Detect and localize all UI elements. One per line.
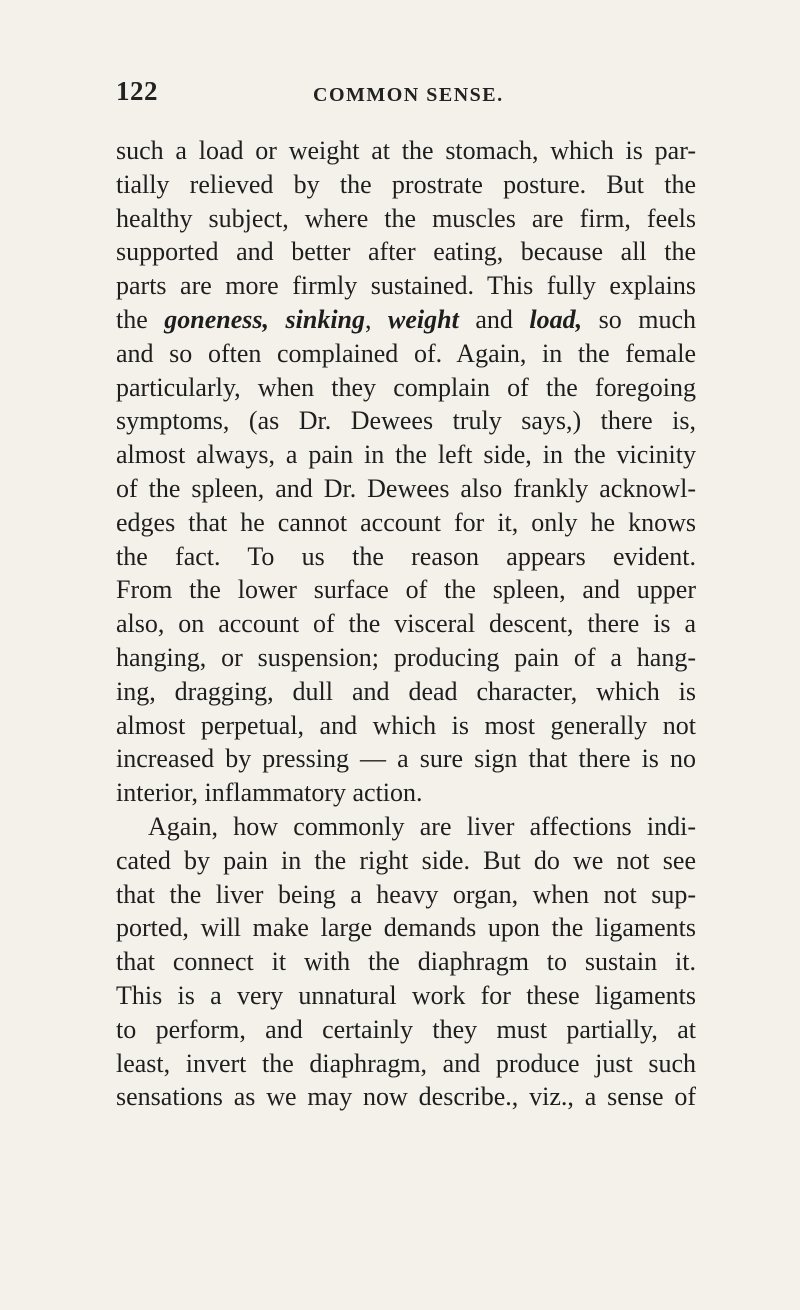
running-head [116, 76, 696, 116]
text-line: sensations as we may now describe., viz., a sense of [116, 1082, 696, 1112]
text-line: This is a very unnatural work for these ligaments [116, 980, 696, 1010]
text-line: almost always, a pain in the left side, in the vicinity [116, 440, 696, 470]
text-run: the [116, 304, 165, 334]
text-line: ing, dragging, dull and dead character, which is [116, 676, 696, 706]
text-line: symptoms, (as Dr. Dewees truly says,) there is, [116, 406, 696, 436]
text-line: cated by pain in the right side. But do we not see [116, 845, 696, 875]
text-line: From the lower surface of the spleen, and upper [116, 575, 696, 605]
text-line-paragraph-end: interior, inflammatory action. [116, 778, 423, 808]
text-run: and [458, 304, 530, 334]
text-run: , [365, 304, 389, 334]
running-title: COMMON SENSE. [313, 84, 504, 106]
text-line: ported, will make large demands upon the ligaments [116, 913, 696, 943]
emphasis-goneness-sinking: goneness, sinking [164, 304, 366, 334]
text-line: the fact. To us the reason appears evident. [116, 541, 696, 571]
text-line: also, on account of the visceral descent, there is a [116, 609, 696, 639]
text-line: that the liver being a heavy organ, when not sup- [116, 879, 696, 909]
emphasis-load: load, [529, 304, 583, 334]
emphasis-weight: weight [388, 304, 459, 334]
text-line: supported and better after eating, because all the [116, 237, 696, 267]
text-line: almost perpetual, and which is most generally not [116, 710, 696, 740]
text-line-paragraph-start: Again, how commonly are liver affections indi- [148, 811, 696, 841]
text-line: to perform, and certainly they must partially, at [116, 1014, 696, 1044]
text-line: of the spleen, and Dr. Dewees also frankly acknowl- [116, 473, 696, 503]
text-run: so much [582, 304, 696, 334]
text-line: least, invert the diaphragm, and produce just such [116, 1048, 696, 1078]
text-line: that connect it with the diaphragm to sustain it. [116, 947, 696, 977]
text-line: and so often complained of. Again, in the female [116, 338, 696, 368]
text-line: increased by pressing — a sure sign that there is no [116, 744, 696, 774]
text-line: healthy subject, where the muscles are firm, feels [116, 203, 696, 233]
text-line: such a load or weight at the stomach, which is par- [116, 136, 696, 165]
text-line: particularly, when they complain of the foregoing [116, 372, 696, 402]
text-line: tially relieved by the prostrate posture. But the [116, 169, 696, 199]
text-line: parts are more firmly sustained. This fully explains [116, 271, 696, 301]
page-number: 122 [116, 76, 158, 106]
text-line: hanging, or suspension; producing pain of a hang- [116, 642, 696, 672]
body-text [116, 134, 696, 1114]
text-line-emphasis [116, 303, 696, 337]
text-line: edges that he cannot account for it, only he knows [116, 507, 696, 537]
